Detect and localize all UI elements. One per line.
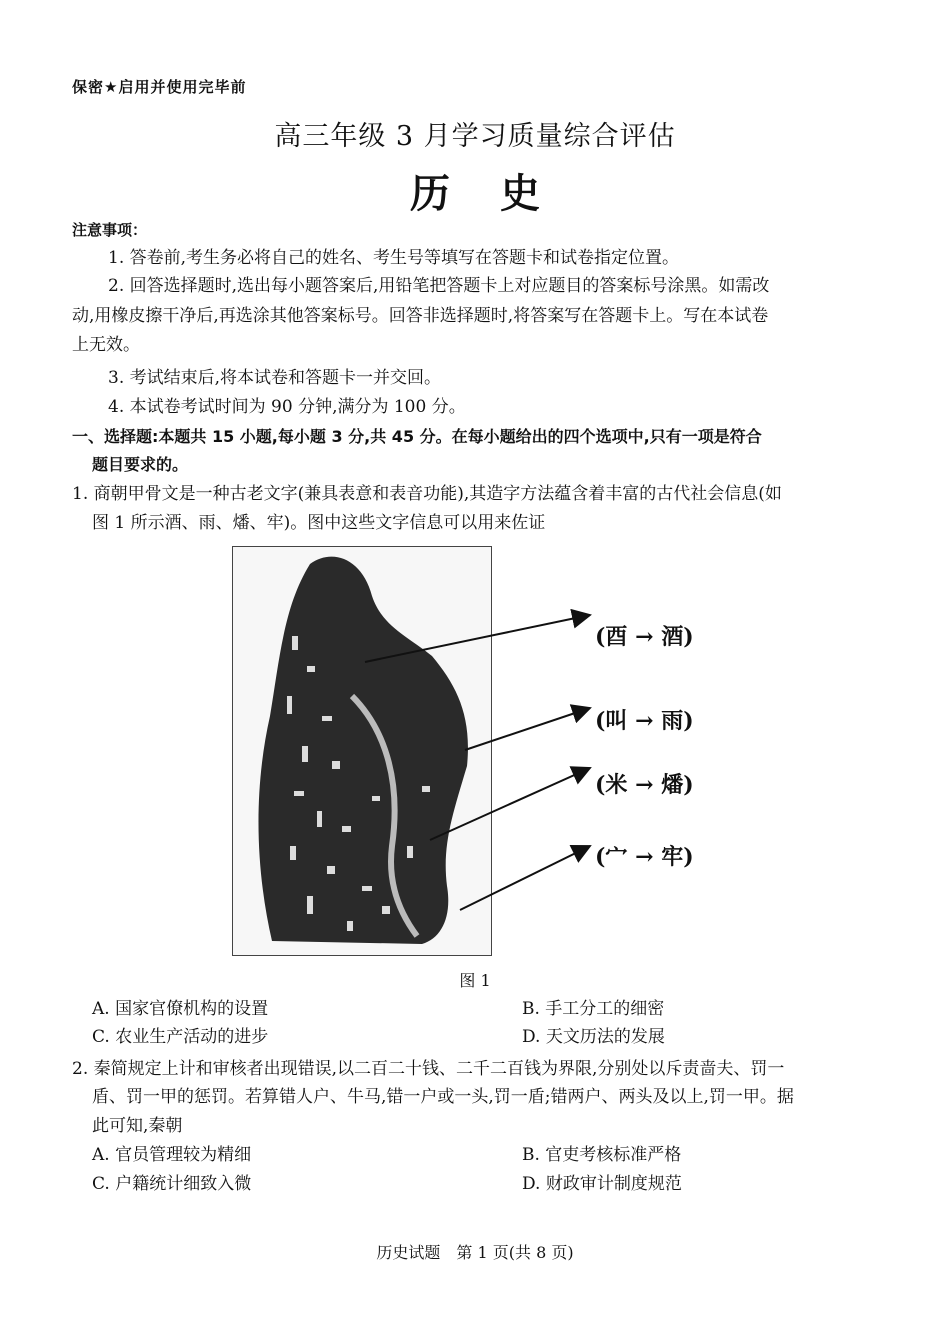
figure-arrows bbox=[0, 540, 950, 960]
modern-char: 酒 bbox=[661, 624, 684, 650]
confidential-label: 保密★启用并使用完毕前 bbox=[72, 78, 247, 96]
arrow-3 bbox=[430, 768, 590, 840]
modern-char: 燔 bbox=[661, 772, 684, 798]
question-2-option-c: C. 户籍统计细致入微 bbox=[92, 1174, 252, 1194]
question-1-option-a: A. 国家官僚机构的设置 bbox=[92, 999, 269, 1019]
question-2-stem-line-3: 此可知,秦朝 bbox=[92, 1116, 183, 1136]
notice-item-2-line-3: 上无效。 bbox=[72, 335, 140, 355]
arrow-4 bbox=[460, 846, 590, 910]
notice-item-2-line-1: 2. 回答选择题时,选出每小题答案后,用铅笔把答题卡上对应题目的答案标号涂黑。如需改 bbox=[108, 276, 770, 296]
question-1-option-d: D. 天文历法的发展 bbox=[522, 1027, 665, 1047]
question-2-option-d: D. 财政审计制度规范 bbox=[522, 1174, 682, 1194]
oracle-char: 酉 bbox=[605, 624, 628, 650]
modern-char: 牢 bbox=[661, 844, 684, 870]
char-example-lao: (宀 → 牢) bbox=[595, 844, 694, 870]
arrow-1 bbox=[365, 615, 590, 662]
question-2-stem-line-2: 盾、罚一甲的惩罚。若算错人户、牛马,错一户或一头,罚一盾;错两户、两头及以上,罚一甲。据 bbox=[92, 1087, 794, 1107]
char-example-jiu: (酉 → 酒) bbox=[595, 624, 694, 650]
oracle-char: 宀 bbox=[605, 844, 628, 870]
question-1-stem-line-1: 1. 商朝甲骨文是一种古老文字(兼具表意和表音功能),其造字方法蕴含着丰富的古代社会信息(如 bbox=[72, 484, 782, 504]
question-2-stem-line-1: 2. 秦简规定上计和审核者出现错误,以二百二十钱、二千二百钱为界限,分别处以斥责啬夫、罚一 bbox=[72, 1059, 785, 1079]
question-1-option-b: B. 手工分工的细密 bbox=[522, 999, 665, 1019]
notice-item-3: 3. 考试结束后,将本试卷和答题卡一并交回。 bbox=[108, 368, 442, 388]
question-1-stem-line-2: 图 1 所示酒、雨、燔、牢)。图中这些文字信息可以用来佐证 bbox=[92, 513, 546, 533]
modern-char: 雨 bbox=[661, 708, 684, 734]
figure-caption: 图 1 bbox=[459, 971, 491, 990]
char-example-yu: (叫 → 雨) bbox=[595, 708, 694, 734]
notice-item-4: 4. 本试卷考试时间为 90 分钟,满分为 100 分。 bbox=[108, 397, 466, 417]
notice-item-1: 1. 答卷前,考生务必将自己的姓名、考生号等填写在答题卡和试卷指定位置。 bbox=[108, 248, 680, 268]
arrow-2 bbox=[465, 708, 590, 750]
question-2-option-a: A. 官员管理较为精细 bbox=[92, 1145, 252, 1165]
section-heading-line-1: 一、选择题:本题共 15 小题,每小题 3 分,共 45 分。在每小题给出的四个选项中,只有一项是符合 bbox=[72, 427, 762, 446]
notice-heading: 注意事项： bbox=[72, 221, 148, 239]
question-1-option-c: C. 农业生产活动的进步 bbox=[92, 1027, 269, 1047]
notice-item-2-line-2: 动,用橡皮擦干净后,再选涂其他答案标号。回答非选择题时,将答案写在答题卡上。写在本试卷 bbox=[72, 306, 769, 326]
char-example-fan: (米 → 燔) bbox=[595, 772, 694, 798]
exam-title: 高三年级 3 月学习质量综合评估 bbox=[274, 121, 676, 152]
question-2-option-b: B. 官吏考核标准严格 bbox=[522, 1145, 682, 1165]
section-heading-line-2: 题目要求的。 bbox=[92, 455, 189, 474]
subject-title: 历史 bbox=[410, 171, 590, 217]
page-footer: 历史试题 第 1 页(共 8 页) bbox=[376, 1243, 574, 1262]
oracle-char: 米 bbox=[605, 772, 628, 798]
oracle-char: 叫 bbox=[605, 708, 628, 734]
